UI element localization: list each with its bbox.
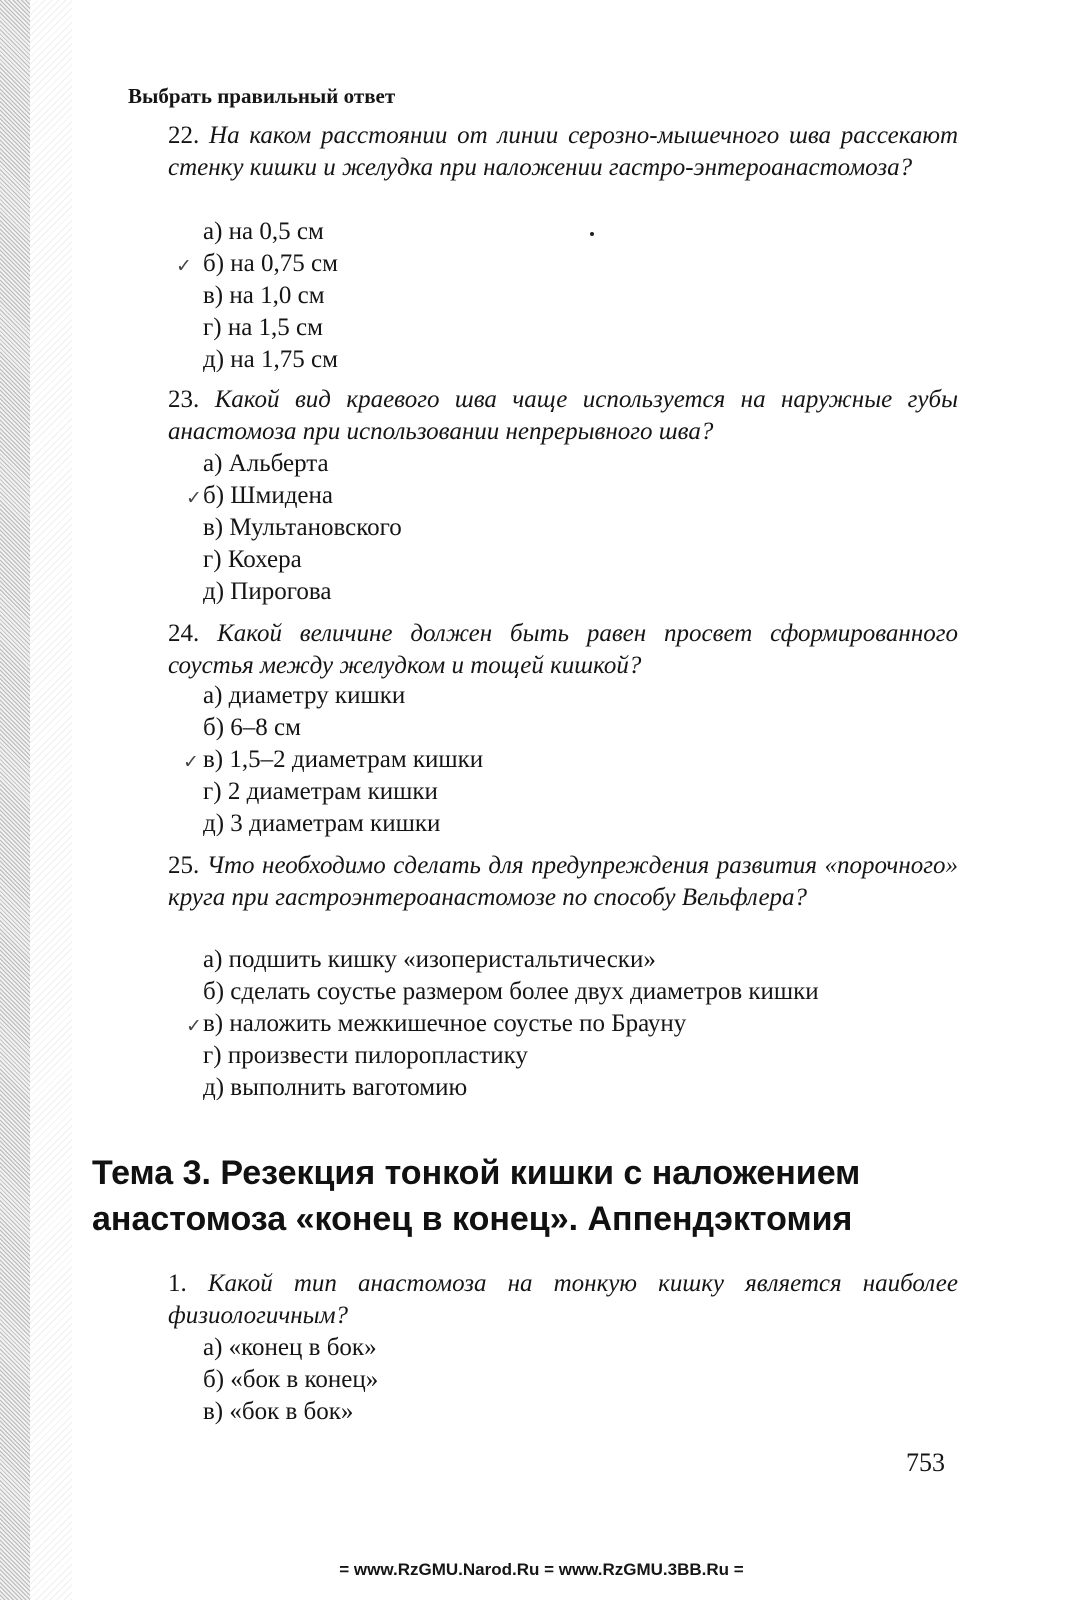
question-body: Что необходимо сделать для предупреждения развития «порочного» круга при гастроэнтероанастомозе по способу Вельфлера?: [168, 852, 958, 911]
topic-title: Тема 3. Резекция тонкой кишки с наложением анастомоза «конец в конец». Аппендэктомия: [92, 1154, 861, 1238]
question-number: 1.: [168, 1270, 187, 1297]
answer-option: в) «бок в бок»: [203, 1398, 354, 1425]
answer-option: б) сделать соустье размером более двух диаметров кишки: [203, 978, 819, 1005]
answer-option: в) 1,5–2 диаметрам кишки: [203, 746, 484, 773]
check-mark-icon: ✓: [186, 487, 202, 509]
answer-option: д) Пирогова: [203, 578, 332, 605]
check-mark-icon: ✓: [183, 751, 199, 773]
answer-option: в) наложить межкишечное соустье по Брауну: [203, 1010, 687, 1037]
answer-option: д) на 1,75 см: [203, 346, 338, 373]
answer-option: г) 2 диаметрам кишки: [203, 778, 438, 805]
question-number: 23.: [168, 386, 200, 413]
stray-dot: [590, 232, 594, 236]
check-mark-icon: ✓: [176, 255, 192, 277]
question-text: [168, 1268, 958, 1332]
question-body: На каком расстоянии от линии серозно-мышечного шва рассекают стенку кишки и желудка при наложении гастро-энтероанастомоза?: [168, 122, 958, 181]
check-mark-icon: ✓: [186, 1015, 202, 1037]
answer-option: б) на 0,75 см: [203, 250, 338, 277]
page-number: 753: [906, 1448, 945, 1477]
answer-option: а) подшить кишку «изоперистальтически»: [203, 946, 656, 973]
answer-option: в) Мультановского: [203, 514, 402, 541]
answer-option: д) выполнить ваготомию: [203, 1074, 468, 1101]
question-text: [168, 384, 958, 448]
answer-option: а) Альберта: [203, 450, 329, 477]
question-body: Какой вид краевого шва чаще используется на наружные губы анастомоза при использовании непрерывного шва?: [168, 386, 959, 445]
question-body: Какой величине должен быть равен просвет сформированного соустья между желудком и тощей кишкой?: [168, 620, 958, 679]
question-text: [168, 618, 958, 682]
answer-option: б) 6–8 см: [203, 714, 301, 741]
answer-option: а) «конец в бок»: [203, 1334, 377, 1361]
answer-option: г) Кохера: [203, 546, 302, 573]
question-text: [168, 850, 958, 914]
question-text: [168, 120, 958, 184]
answer-option: б) Шмидена: [203, 482, 334, 509]
footer-watermark: = www.RzGMU.Narod.Ru = www.RzGMU.3BB.Ru =: [339, 1560, 744, 1579]
question-number: 24.: [168, 620, 200, 647]
question-body: Какой тип анастомоза на тонкую кишку является наиболее физиологичным?: [168, 1270, 958, 1329]
answer-option: б) «бок в конец»: [203, 1366, 379, 1393]
section-heading: Выбрать правильный ответ: [128, 84, 396, 108]
answer-option: в) на 1,0 см: [203, 282, 325, 309]
scan-edge-texture: [0, 0, 30, 1600]
answer-option: д) 3 диаметрам кишки: [203, 810, 441, 837]
question-number: 22.: [168, 122, 200, 149]
answer-option: г) на 1,5 см: [203, 314, 323, 341]
question-number: 25.: [168, 852, 200, 879]
answer-option: а) диаметру кишки: [203, 682, 406, 709]
answer-option: г) произвести пилоропластику: [203, 1042, 528, 1069]
answer-option: а) на 0,5 см: [203, 218, 324, 245]
scan-edge-shadow: [30, 0, 72, 1600]
